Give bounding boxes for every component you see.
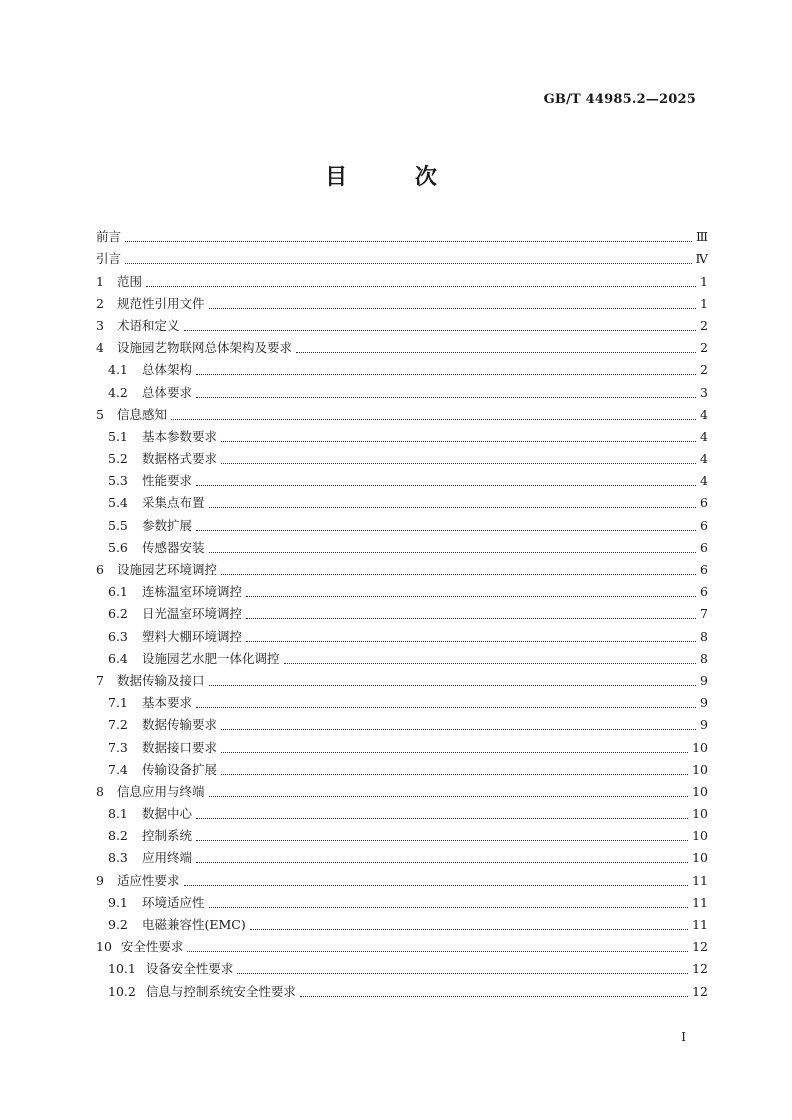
toc-entry[interactable] [96, 847, 708, 869]
toc-entry-page: 4 [700, 451, 708, 467]
dot-leader [196, 706, 696, 708]
toc-entry-title: 设施园艺环境调控 [117, 562, 218, 577]
toc-entry-title: 数据传输及接口 [117, 672, 205, 688]
toc-entry-page: 10 [692, 850, 708, 866]
toc-entry-page: 6 [700, 495, 708, 511]
dot-leader [196, 396, 696, 398]
dot-leader [246, 595, 696, 597]
toc-entry-number: 6.2 [108, 606, 128, 622]
toc-entry[interactable] [96, 404, 708, 426]
toc-entry-number: 9 [96, 872, 104, 888]
toc-entry-title: 设施园艺水肥一体化调控 [142, 650, 280, 666]
toc-entry-page: 2 [700, 362, 708, 378]
toc-entry-page: 2 [700, 340, 708, 356]
toc-entry-page: 12 [692, 983, 708, 999]
toc-entry-number: 7.1 [108, 695, 128, 711]
toc-entry-page: 1 [700, 273, 708, 289]
toc-entry-page: 12 [692, 939, 708, 955]
toc-entry-title: 信息应用与终端 [117, 783, 205, 799]
toc-entry-title: 采集点布置 [142, 495, 205, 511]
toc-entry-title: 范围 [117, 273, 143, 289]
toc-entry-title: 安全性要求 [120, 939, 184, 955]
toc-entry[interactable] [96, 714, 708, 736]
dot-leader [184, 884, 689, 886]
toc-entry-number: 4.1 [108, 362, 128, 378]
toc-entry-page: 2 [700, 317, 708, 333]
dot-leader [221, 773, 688, 775]
toc-entry-number: 5 [96, 406, 104, 422]
dot-leader [246, 617, 696, 619]
dot-leader [221, 751, 688, 753]
toc-entry[interactable] [96, 293, 708, 315]
toc-entry-number: 8 [96, 783, 104, 799]
toc-entry[interactable] [96, 692, 708, 714]
toc-entry-page: 10 [692, 828, 708, 844]
toc-entry[interactable] [96, 248, 708, 270]
toc-entry-page: 9 [700, 717, 708, 733]
dot-leader [146, 285, 696, 287]
toc-entry-title: 前言 [96, 229, 122, 245]
toc-entry-number: 1 [96, 273, 104, 289]
toc-entry-page: 8 [700, 650, 708, 666]
toc-entry-page: 11 [692, 894, 708, 910]
toc-entry[interactable] [96, 270, 708, 292]
table-of-contents [96, 226, 708, 1003]
toc-entry-title: 日光温室环境调控 [142, 606, 243, 622]
dot-leader [196, 373, 696, 375]
dot-leader [237, 972, 688, 974]
toc-entry-page: 4 [700, 428, 708, 444]
toc-entry-number: 4.2 [108, 384, 128, 400]
toc-entry[interactable] [96, 914, 708, 936]
dot-leader [196, 529, 696, 531]
toc-entry-page: 9 [700, 695, 708, 711]
toc-entry[interactable] [96, 426, 708, 448]
dot-leader [209, 506, 697, 508]
toc-entry-title: 环境适应性 [142, 894, 205, 910]
dot-leader [221, 728, 696, 730]
toc-entry-title: 数据传输要求 [142, 717, 218, 733]
toc-entry-title: 参数扩展 [142, 517, 193, 533]
toc-entry-title: 电磁兼容性(EMC) [142, 917, 246, 932]
toc-entry[interactable] [96, 781, 708, 803]
toc-entry-number: 7.2 [108, 717, 128, 733]
toc-entry-number: 10.2 [108, 983, 136, 999]
toc-entry[interactable] [96, 803, 708, 825]
toc-entry-page: 6 [700, 562, 708, 577]
toc-entry[interactable] [96, 581, 708, 603]
toc-entry-number: 4 [96, 340, 104, 356]
toc-entry-page: 9 [700, 672, 708, 688]
toc-entry-number: 8.3 [108, 850, 128, 866]
toc-entry-page: 6 [700, 584, 708, 600]
toc-entry[interactable] [96, 603, 708, 625]
dot-leader [221, 462, 696, 464]
dot-leader [209, 684, 697, 686]
toc-entry-page: 12 [692, 961, 708, 977]
toc-entry-number: 7.3 [108, 739, 128, 755]
toc-entry[interactable] [96, 559, 708, 581]
toc-entry[interactable] [96, 226, 708, 248]
toc-entry-number: 7.4 [108, 761, 128, 777]
toc-entry[interactable] [96, 315, 708, 337]
page-number: I [681, 1030, 686, 1044]
toc-entry-title: 性能要求 [142, 473, 193, 489]
toc-entry-number: 6 [96, 562, 104, 577]
dot-leader [125, 262, 691, 264]
toc-entry-title: 数据接口要求 [142, 739, 218, 755]
toc-entry[interactable] [96, 648, 708, 670]
toc-entry[interactable] [96, 736, 708, 758]
dot-leader [125, 240, 692, 242]
dot-leader [284, 662, 697, 664]
dot-leader [221, 440, 696, 442]
toc-entry-page: 3 [700, 384, 708, 400]
toc-entry[interactable] [96, 625, 708, 647]
toc-title: 目 次 [325, 165, 467, 190]
toc-entry-page: Ⅳ [695, 251, 708, 267]
toc-entry-title: 规范性引用文件 [117, 295, 205, 311]
toc-entry-title: 基本要求 [142, 695, 193, 711]
toc-entry-page: 8 [700, 628, 708, 644]
dot-leader [209, 551, 697, 553]
dot-leader [184, 329, 697, 331]
toc-entry-page: 10 [692, 761, 708, 777]
dot-leader [250, 928, 688, 930]
dot-leader [221, 573, 696, 575]
toc-entry[interactable] [96, 892, 708, 914]
toc-entry-number: 6.3 [108, 628, 128, 644]
toc-entry[interactable] [96, 381, 708, 403]
dot-leader [246, 640, 696, 642]
toc-entry[interactable] [96, 492, 708, 514]
toc-entry[interactable] [96, 670, 708, 692]
toc-entry-page: 4 [700, 473, 708, 489]
toc-entry-page: 6 [700, 517, 708, 533]
toc-entry-number: 9.2 [108, 917, 128, 932]
toc-entry-title: 术语和定义 [117, 317, 180, 333]
dot-leader [196, 817, 688, 819]
toc-entry-number: 2 [96, 295, 104, 311]
toc-entry-page: 4 [700, 406, 708, 422]
toc-entry-number: 8.1 [108, 806, 128, 822]
toc-entry[interactable] [96, 537, 708, 559]
toc-entry-title: 应用终端 [142, 850, 193, 866]
toc-entry-number: 5.4 [108, 495, 128, 511]
toc-entry-title: 引言 [96, 251, 122, 267]
dot-leader [187, 950, 688, 952]
dot-leader [196, 839, 688, 841]
toc-entry-page: 10 [692, 806, 708, 822]
dot-leader [300, 995, 688, 997]
toc-entry-number: 5.5 [108, 517, 128, 533]
toc-entry-title: 设备安全性要求 [145, 961, 234, 977]
toc-entry-number: 10.1 [108, 961, 136, 977]
toc-entry-title: 控制系统 [142, 828, 193, 844]
toc-entry-number: 7 [96, 672, 104, 688]
toc-entry-number: 9.1 [108, 894, 128, 910]
dot-leader [209, 795, 689, 797]
toc-entry[interactable] [96, 759, 708, 781]
toc-entry-page: 7 [700, 606, 708, 622]
toc-entry-number: 5.6 [108, 539, 128, 555]
toc-entry[interactable] [96, 359, 708, 381]
toc-entry[interactable] [96, 337, 708, 359]
toc-entry-title: 信息与控制系统安全性要求 [145, 983, 296, 999]
standard-code: GB/T 44985.2—2025 [543, 92, 696, 107]
toc-entry-number: 6.4 [108, 650, 128, 666]
toc-entry-page: 11 [692, 872, 708, 888]
toc-entry[interactable] [96, 825, 708, 847]
toc-entry-page: 10 [692, 783, 708, 799]
toc-entry-title: 总体要求 [142, 384, 193, 400]
toc-entry-number: 5.2 [108, 451, 128, 467]
toc-entry[interactable] [96, 470, 708, 492]
toc-entry-page: 11 [692, 917, 708, 932]
toc-entry-number: 10 [96, 939, 112, 955]
toc-entry-title: 数据中心 [142, 806, 193, 822]
toc-entry-title: 数据格式要求 [142, 451, 218, 467]
toc-entry-number: 3 [96, 317, 104, 333]
toc-entry-title: 总体架构 [142, 362, 193, 378]
toc-entry[interactable] [96, 869, 708, 891]
dot-leader [209, 307, 697, 309]
toc-entry-number: 5.1 [108, 428, 128, 444]
dot-leader [171, 418, 696, 420]
toc-entry[interactable] [96, 936, 708, 958]
dot-leader [296, 351, 696, 353]
toc-entry-title: 传感器安装 [142, 539, 205, 555]
toc-entry[interactable] [96, 448, 708, 470]
dot-leader [196, 861, 688, 863]
toc-entry[interactable] [96, 958, 708, 980]
toc-entry-title: 适应性要求 [117, 872, 180, 888]
toc-entry-title: 塑料大棚环境调控 [142, 628, 243, 644]
dot-leader [196, 484, 696, 486]
toc-entry[interactable] [96, 514, 708, 536]
toc-entry[interactable] [96, 980, 708, 1002]
dot-leader [209, 906, 689, 908]
toc-entry-number: 6.1 [108, 584, 128, 600]
toc-entry-page: 6 [700, 539, 708, 555]
toc-entry-number: 5.3 [108, 473, 128, 489]
toc-entry-page: Ⅲ [695, 229, 708, 245]
toc-entry-page: 1 [700, 295, 708, 311]
toc-entry-title: 传输设备扩展 [142, 761, 218, 777]
toc-entry-number: 8.2 [108, 828, 128, 844]
toc-entry-title: 基本参数要求 [142, 428, 218, 444]
toc-entry-title: 信息感知 [117, 406, 168, 422]
toc-entry-page: 10 [692, 739, 708, 755]
toc-entry-title: 连栋温室环境调控 [142, 584, 243, 600]
toc-entry-title: 设施园艺物联网总体架构及要求 [117, 340, 293, 356]
